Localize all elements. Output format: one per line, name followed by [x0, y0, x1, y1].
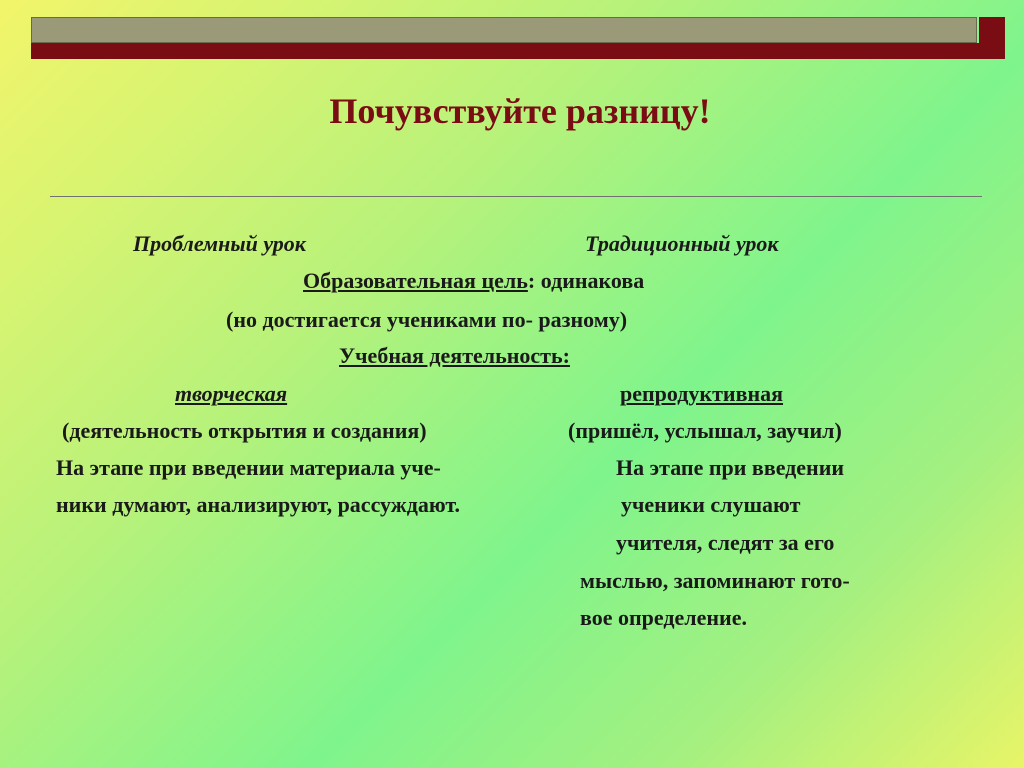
right-text-line: На этапе при введении	[616, 455, 845, 480]
activity-label: Учебная деятельность:	[339, 343, 570, 368]
slide-title: Почувствуйте разницу!	[329, 91, 711, 131]
left-text-line: На этапе при введении материала уче-	[56, 455, 441, 480]
top-bar-red-stripe	[31, 43, 1005, 59]
right-activity-type: репродуктивная	[620, 381, 784, 406]
goal-label: Образовательная цель	[303, 268, 528, 293]
right-text-line: ученики слушают	[621, 492, 801, 517]
right-column-heading: Традиционный урок	[585, 231, 779, 256]
goal-note: (но достигается учениками по- разному)	[226, 307, 628, 332]
top-bar-gray-stripe	[31, 17, 977, 43]
right-text-line: вое определение.	[580, 605, 747, 630]
goal-value: : одинакова	[527, 268, 645, 293]
right-text-line: учителя, следят за его	[616, 530, 835, 555]
left-column-heading: Проблемный урок	[133, 231, 306, 256]
left-text-line: ники думают, анализируют, рассуждают.	[56, 492, 461, 517]
right-activity-note: (пришёл, услышал, заучил)	[568, 418, 842, 443]
decorative-top-bar	[31, 17, 1005, 59]
goal-line	[303, 268, 644, 294]
right-text-line: мыслью, запоминают гото-	[580, 568, 850, 593]
left-activity-note: (деятельность открытия и создания)	[62, 418, 427, 443]
title-divider	[50, 196, 982, 197]
left-activity-type: творческая	[175, 381, 288, 406]
top-bar-red-square	[979, 17, 1005, 43]
